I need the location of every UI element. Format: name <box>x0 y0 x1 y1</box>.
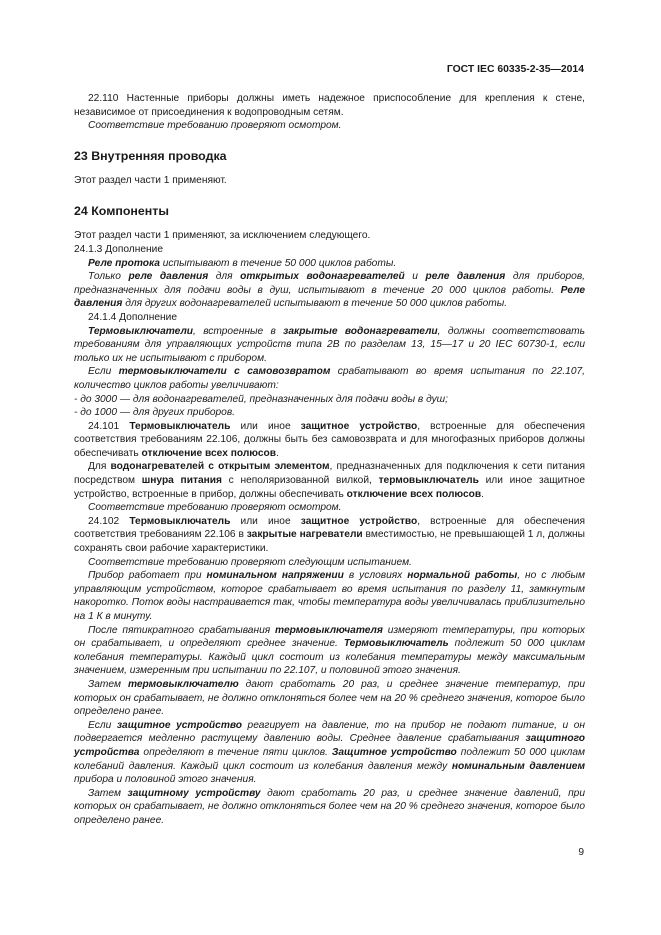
page-content <box>74 92 585 828</box>
page-number: 9 <box>578 847 584 858</box>
test-paragraph-3: Затем термовыключателю дают сработать 20 раз, и среднее значение температур, при которых он срабатывает, не должно отклоняться более чем на 20 % среднего значения, которое было определено ранее. <box>74 678 585 718</box>
compliance-note: Соответствие требованию проверяют следующим испытанием. <box>88 556 412 568</box>
test-paragraph-2: После пятикратного срабатывания термовыключателя измеряют температуры, при которых он срабатывает, и определяют среднее значение. Термовыключатель подлежит 50 000 циклам колебания температуры. Каждый цикл состоит из колебания температуры между максимальным значением, измеренным при испытании по 22.107, и половиной этого значения. <box>74 624 585 677</box>
clause-24-1-4-p2: Если термовыключатели с самовозвратом срабатывают во время испытания по 22.107, количество циклов работы увеличивают: <box>74 366 585 391</box>
list-item: - до 1000 — для других приборов. <box>74 407 235 419</box>
clause-24-1-3-p2: Только реле давления для открытых водонагревателей и реле давления для приборов, предназначенных для подачи воды в душ, испытывают в течение 20 000 циклов работы. Реле давления для других водонагревателей испытывают в течение 50 000 циклов работы. <box>74 271 585 310</box>
list-item: - до 3000 — для водонагревателей, предназначенных для подачи воды в душ; <box>74 393 448 405</box>
clause-24-102: 24.102 Термовыключатель или иное защитное устройство, встроенные для обеспечения соответствия требованиям 22.106 в закрытые нагреватели вместимостью, не превышающей 1 л, должны сохранять свои рабочие характеристики. <box>74 515 585 555</box>
section-23-text: Этот раздел части 1 применяют. <box>74 174 227 186</box>
test-paragraph-1: Прибор работает при номинальном напряжении в условиях нормальной работы, но с любым управляющим устройством, которое срабатывает во время испытания по разделу 11, замкнутым накоротко. Поток воды настраивается так, чтобы температура воды увеличивалась приблизительно на 1 К в минуту. <box>74 570 585 622</box>
test-paragraph-5: Затем защитному устройству дают сработать 20 раз, и среднее значение давлений, при которых он срабатывает, не должно отклоняться более чем на 20 % среднего значения, которое было определено ранее. <box>74 787 586 826</box>
section-24-intro: Этот раздел части 1 применяют, за исключением следующего. <box>74 230 371 242</box>
compliance-note: Соответствие требованию проверяют осмотром. <box>88 120 342 132</box>
standard-header: ГОСТ IEC 60335-2-35—2014 <box>446 64 584 75</box>
clause-24-101-p2: Для водонагревателей с открытым элементом, предназначенных для подключения к сети питания посредством шнура питания с неполяризованной вилкой, термовыключатель или иное защитное устройство, встроенные в прибор, должны обеспечивать отключение всех полюсов. <box>74 461 585 500</box>
clause-24-101: 24.101 Термовыключатель или иное защитное устройство, встроенные для обеспечения соответствия требованиям 22.106, должны быть без самовозврата и для многофазных приборов должны обеспечивать отключение всех полюсов. <box>74 420 585 459</box>
clause-number: 22.110 <box>88 93 119 104</box>
clause-24-1-3-heading: 24.1.3 Дополнение <box>74 243 164 255</box>
clause-text: Настенные приборы должны иметь надежное приспособление для крепления к стене, независимое от присоединения к водопроводным сетям. <box>74 93 585 118</box>
clause-24-1-3-p1: Реле протока испытывают в течение 50 000 циклов работы. <box>88 257 397 269</box>
clause-24-1-4-p1: Термовыключатели, встроенные в закрытые водонагреватели, должны соответствовать требованиям для управляющих устройств типа 2В по разделам 13, 15—17 и 20 IEC 60730-1, если только их не испытывают с прибором. <box>74 325 585 364</box>
section-23-title: 23 Внутренняя проводка <box>74 148 227 163</box>
clause-22-110 <box>74 92 585 119</box>
test-paragraph-4: Если защитное устройство реагирует на давление, то на прибор не подают питание, и он подвергается медленно растущему давлению воды. Среднее давление срабатывания защитного устройства определяют в течение пяти циклов. Защитное устройство подлежит 50 000 циклам колебаний давления. Каждый цикл состоит из колебания давления между номинальным давлением прибора и половиной этого значения. <box>74 719 585 786</box>
compliance-note: Соответствие требованию проверяют осмотром. <box>88 502 342 514</box>
clause-24-1-4-heading: 24.1.4 Дополнение <box>88 311 178 323</box>
section-24-title: 24 Компоненты <box>74 204 169 219</box>
